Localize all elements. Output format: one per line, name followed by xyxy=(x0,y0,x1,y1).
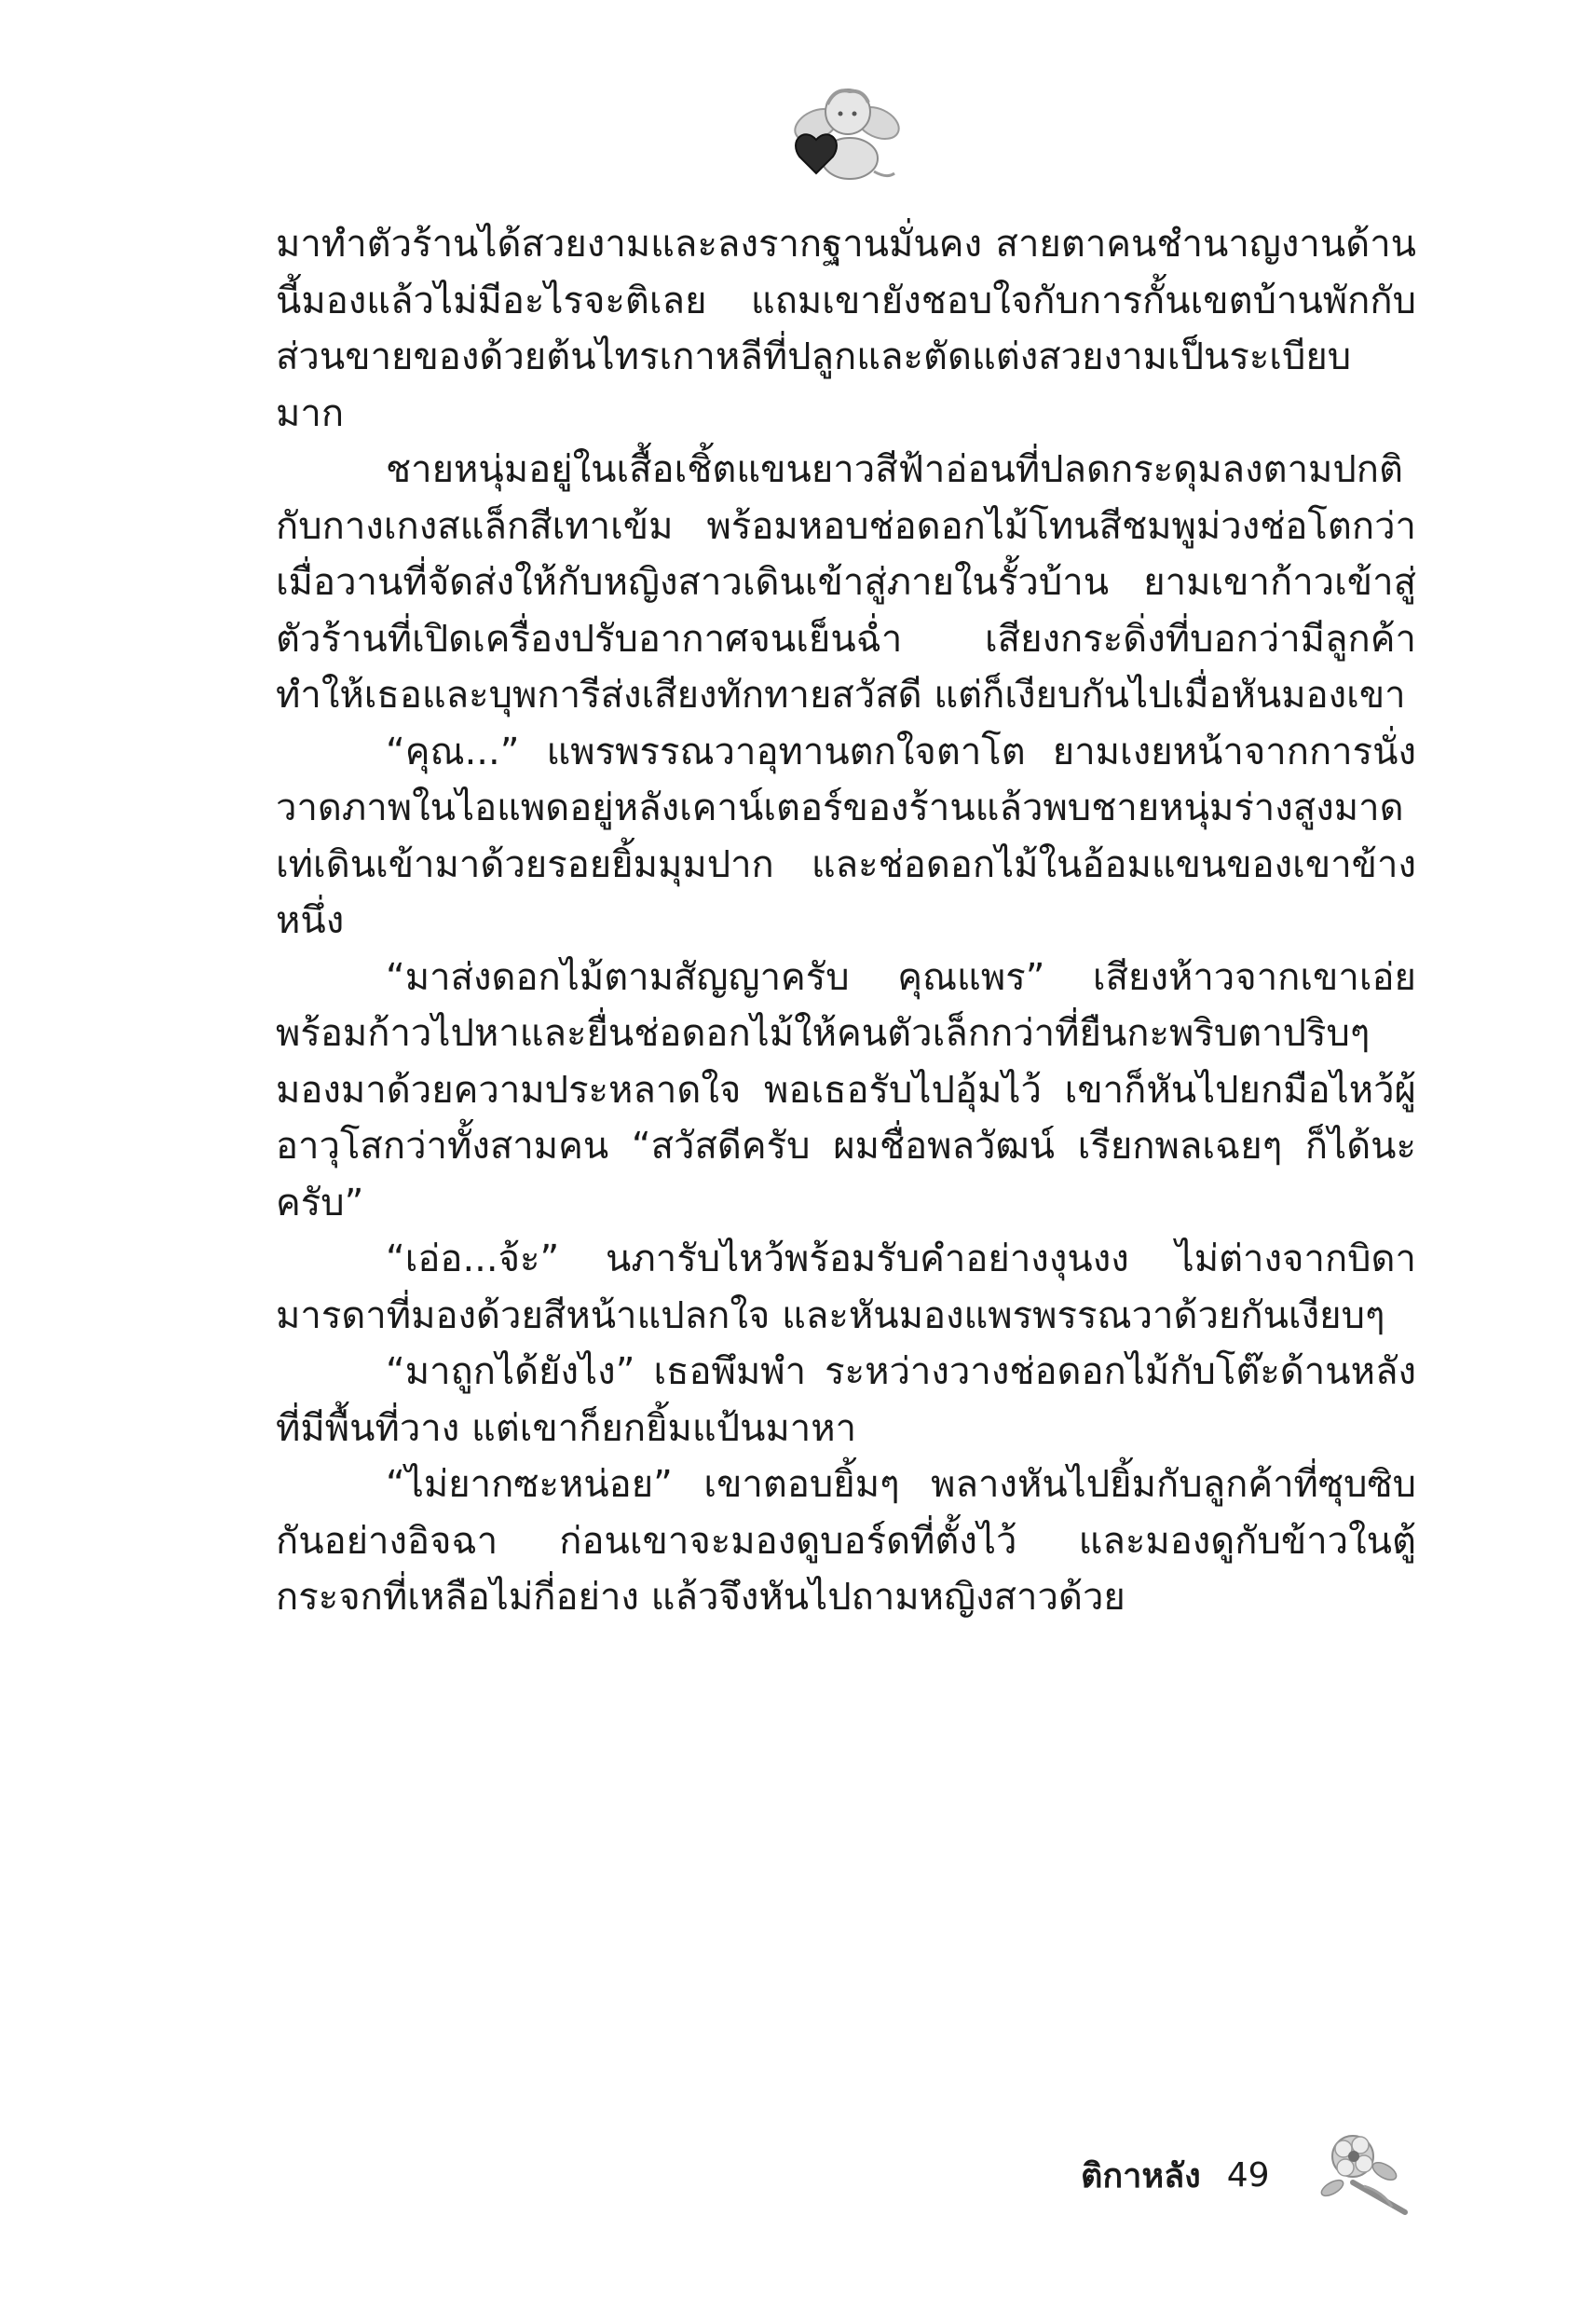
paragraph: “ไม่ยากซะหน่อย” เขาตอบยิ้มๆ พลางหันไปยิ้มกับลูกค้าที่ซุบซิบกันอย่างอิจฉา ก่อนเขาจะมองดูบอร์ดที่ตั้งไว้ และมองดูกับข้าวในตู้กระจกที่เหลือไม่กี่อย่าง แล้วจึงหันไปถามหญิงสาวด้วย xyxy=(276,1463,1416,1619)
flower-ornament-icon xyxy=(1316,2117,1424,2220)
cupid-heart-icon xyxy=(788,78,904,188)
paragraph: “เอ่อ...จ้ะ” นภารับไหว้พร้อมรับคำอย่างงุนงง ไม่ต่างจากบิดามารดาที่มองด้วยสีหน้าแปลกใจ และหันมองแพรพรรณวาด้วยกันเงียบๆ xyxy=(276,1238,1416,1337)
page-number: 49 xyxy=(1226,2155,1270,2195)
page-footer xyxy=(1081,2147,1270,2203)
body-text xyxy=(276,216,1416,1626)
paragraph: มาทำตัวร้านได้สวยงามและลงรากฐานมั่นคง สายตาคนชำนาญงานด้านนี้มองแล้วไม่มีอะไรจะติเลย แถมเขายังชอบใจกับการกั้นเขตบ้านพักกับส่วนขายของด้วยต้นไทรเกาหลีที่ปลูกและตัดแต่งสวยงามเป็นระเบียบมาก xyxy=(276,223,1416,435)
paragraph: “มาถูกได้ยังไง” เธอพึมพำ ระหว่างวางช่อดอกไม้กับโต๊ะด้านหลังที่มีพื้นที่วาง แต่เขาก็ยกยิ้มแป้นมาหา xyxy=(276,1350,1416,1450)
paragraph: “คุณ...” แพรพรรณวาอุทานตกใจตาโต ยามเงยหน้าจากการนั่งวาดภาพในไอแพดอยู่หลังเคาน์เตอร์ของร้านแล้วพบชายหนุ่มร่างสูงมาดเท่เดินเข้ามาด้วยรอยยิ้มมุมปาก และช่อดอกไม้ในอ้อมแขนของเขาข้างหนึ่ง xyxy=(276,730,1416,942)
paragraph: ชายหนุ่มอยู่ในเสื้อเชิ้ตแขนยาวสีฟ้าอ่อนที่ปลดกระดุมลงตามปกติกับกางเกงสแล็กสีเทาเข้ม พร้อมหอบช่อดอกไม้โทนสีชมพูม่วงช่อโตกว่าเมื่อวานที่จัดส่งให้กับหญิงสาวเดินเข้าสู่ภายในรั้วบ้าน ยามเขาก้าวเข้าสู่ตัวร้านที่เปิดเครื่องปรับอากาศจนเย็นฉ่ำ เสียงกระดิ่งที่บอกว่ามีลูกค้าทำให้เธอและบุพการีส่งเสียงทักทายสวัสดี แต่ก็เงียบกันไปเมื่อหันมองเขา xyxy=(276,448,1416,717)
paragraph: “มาส่งดอกไม้ตามสัญญาครับ คุณแพร” เสียงห้าวจากเขาเอ่ยพร้อมก้าวไปหาและยื่นช่อดอกไม้ให้คนตัวเล็กกว่าที่ยืนกะพริบตาปริบๆ มองมาด้วยความประหลาดใจ พอเธอรับไปอุ้มไว้ เขาก็หันไปยกมือไหว้ผู้อาวุโสกว่าทั้งสามคน “สวัสดีครับ ผมชื่อพลวัฒน์ เรียกพลเฉยๆ ก็ได้นะครับ” xyxy=(276,955,1416,1224)
book-title: ติกาหลัง xyxy=(1081,2156,1201,2195)
